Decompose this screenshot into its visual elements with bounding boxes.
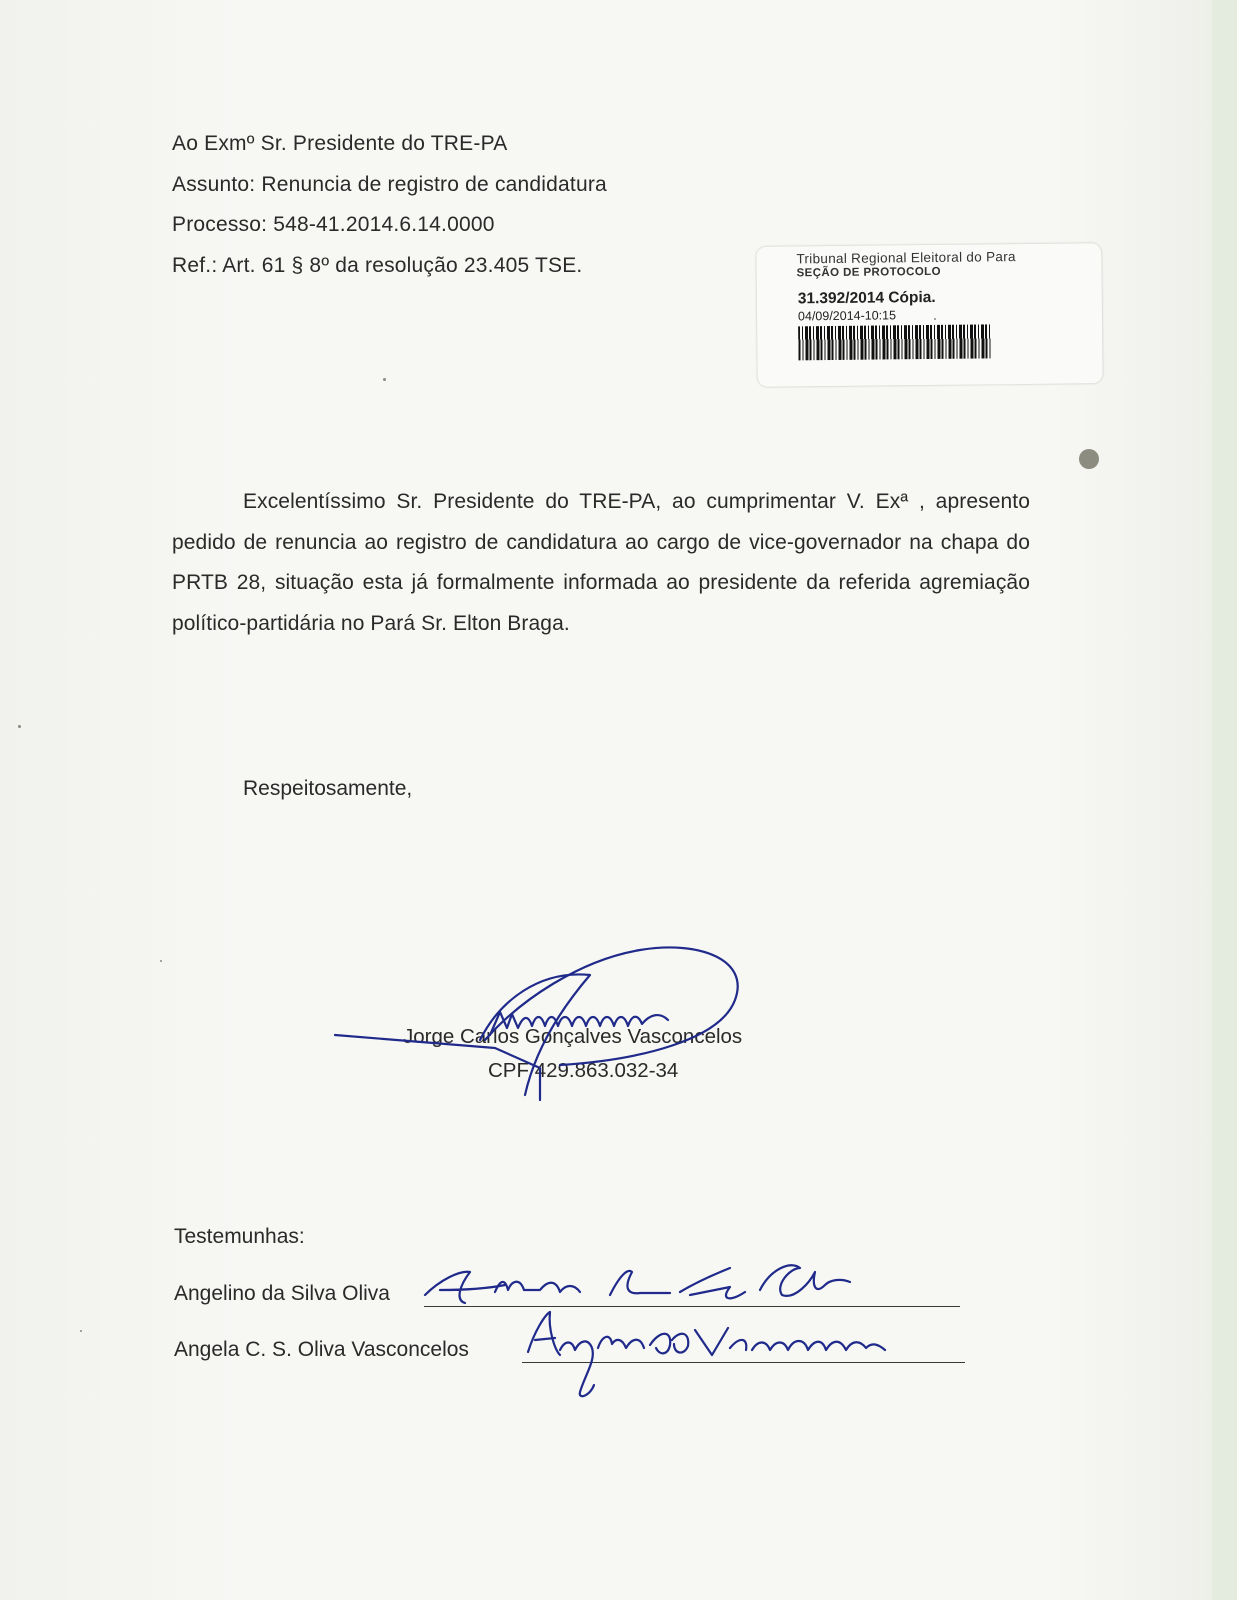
witnesses-title: Testemunhas: [174,1225,305,1248]
scan-speck [160,960,162,962]
stamp-protocol-number: 31.392/2014 Cópia. [797,288,936,308]
process-line: Processo: 548-41.2014.6.14.0000 [172,213,495,236]
scan-speck [934,318,936,320]
stamp-court: Tribunal Regional Eleitoral do Para [796,249,1016,267]
barcode [798,324,991,360]
witness-2-signature-line [522,1362,965,1363]
witness-1-name: Angelino da Silva Oliva [174,1282,390,1305]
scan-speck [80,1330,82,1332]
scan-speck [18,725,21,728]
protocol-stamp [756,243,1102,387]
stamp-section: SEÇÃO DE PROTOCOLO [796,265,941,280]
subject-line: Assunto: Renuncia de registro de candidatura [172,173,607,196]
reference-line: Ref.: Art. 61 § 8º da resolução 23.405 TSE. [172,254,583,277]
signer-name: Jorge Carlos Gonçalves Vasconcelos [403,1025,743,1048]
scan-speck [1079,449,1099,469]
closing-salutation: Respeitosamente, [243,777,413,800]
body-paragraph: Excelentíssimo Sr. Presidente do TRE-PA, ao cumprimentar V. Exª , apresento pedido de renuncia ao registro de candidatura ao cargo de vice-governador na chapa do PRTB 28, situação esta já formalmente informada ao presidente da referida agremiação político-partidária no Pará Sr. Elton Braga. [172,490,1030,635]
scan-speck [383,378,386,381]
witness-1-signature-line [424,1306,960,1307]
stamp-datetime: 04/09/2014-10:15 [797,308,897,324]
addressee-line: Ao Exmº Sr. Presidente do TRE-PA [172,132,508,155]
signer-cpf: CPF 429.863.032-34 [488,1059,679,1082]
witness-2-name: Angela C. S. Oliva Vasconcelos [174,1338,469,1361]
scan-edge [1212,0,1237,1600]
